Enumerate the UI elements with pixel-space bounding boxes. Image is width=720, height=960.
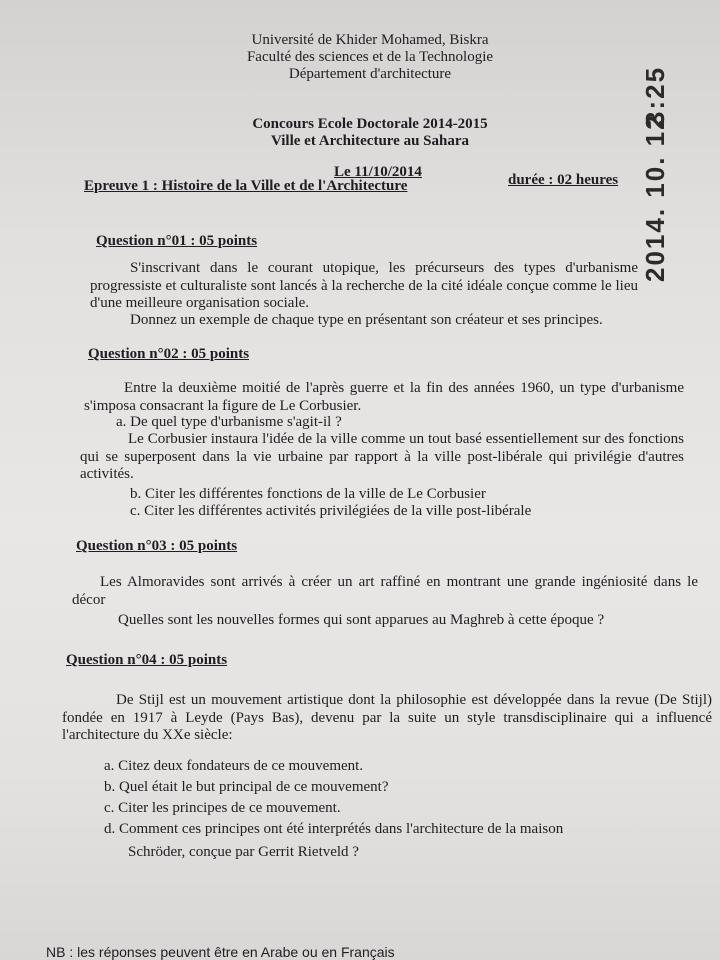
question-3-title: Question n°03 : 05 points xyxy=(76,538,238,554)
question-2-item-b: b. Citer les différentes fonctions de la ville de Le Corbusier xyxy=(130,486,486,502)
contest-subtitle: Ville et Architecture au Sahara xyxy=(270,133,470,149)
question-4-item-d: d. Comment ces principes ont été interprétés dans l'architecture de la maison xyxy=(104,821,564,837)
question-1-prompt: Donnez un exemple de chaque type en présentant son créateur et ses principes. xyxy=(130,312,603,328)
question-1-title: Question n°01 : 05 points xyxy=(96,233,258,249)
question-2-title: Question n°02 : 05 points xyxy=(88,346,250,362)
exam-epreuve: Epreuve 1 : Histoire de la Ville et de l'Architecture xyxy=(84,178,408,194)
question-1-text: S'inscrivant dans le courant utopique, les précurseurs des types d'urbanisme progressiste et culturaliste sont lancés à la recherche de la cité idéale conçue comme le lieu d'une meilleure organisation sociale. xyxy=(90,260,638,311)
question-4-intro: De Stijl est un mouvement artistique dont la philosophie est développée dans la revue (De Stijl) fondée en 1917 à Leyde (Pays Bas), devenu par la suite un style transdisciplinaire qui a influencé l'architecture du XXe siècle: xyxy=(62,692,712,743)
nb-note: NB : les réponses peuvent être en Arabe ou en Français xyxy=(46,944,395,960)
exam-duration: durée : 02 heures xyxy=(508,172,619,188)
question-2-intro: Entre la deuxième moitié de l'après guerre et la fin des années 1960, un type d'urbanisme s'imposa consacrant la figure de Le Corbusier. xyxy=(84,380,684,414)
question-2-middle: Le Corbusier instaura l'idée de la ville comme un tout basé essentiellement sur des fonctions qui se superposent dans la vie urbaine par rapport à la ville post-libérale qui privilégie d'autres activités. xyxy=(80,431,684,482)
question-4-item-a: a. Citez deux fondateurs de ce mouvement. xyxy=(104,758,364,774)
question-4-title: Question n°04 : 05 points xyxy=(66,652,228,668)
photo-time-stamp: 3:25 xyxy=(640,65,670,126)
contest-header xyxy=(90,116,650,150)
question-4-item-d-continued: Schröder, conçue par Gerrit Rietveld ? xyxy=(128,844,359,860)
question-2-item-c: c. Citer les différentes activités privilégiées de la ville post-libérale xyxy=(130,503,532,519)
question-2-item-a: a. De quel type d'urbanisme s'agit-il ? xyxy=(116,414,342,430)
faculty-name: Faculté des sciences et de la Technologie xyxy=(246,49,494,65)
question-3-intro: Les Almoravides sont arrivés à créer un art raffiné en montrant une grande ingéniosité dans le décor xyxy=(72,574,698,608)
question-3-question: Quelles sont les nouvelles formes qui sont apparues au Maghreb à cette époque ? xyxy=(118,612,605,628)
photo-date-stamp: 2014. 10. 12 xyxy=(640,113,670,282)
exam-date: Le 11/10/2014 xyxy=(334,164,422,180)
department-name: Département d'architecture xyxy=(288,66,452,82)
institution-header xyxy=(90,32,650,83)
question-4-item-b: b. Quel était le but principal de ce mouvement? xyxy=(104,779,389,795)
question-4-item-c: c. Citer les principes de ce mouvement. xyxy=(104,800,341,816)
contest-title: Concours Ecole Doctorale 2014-2015 xyxy=(252,116,488,132)
university-name: Université de Khider Mohamed, Biskra xyxy=(251,32,489,48)
